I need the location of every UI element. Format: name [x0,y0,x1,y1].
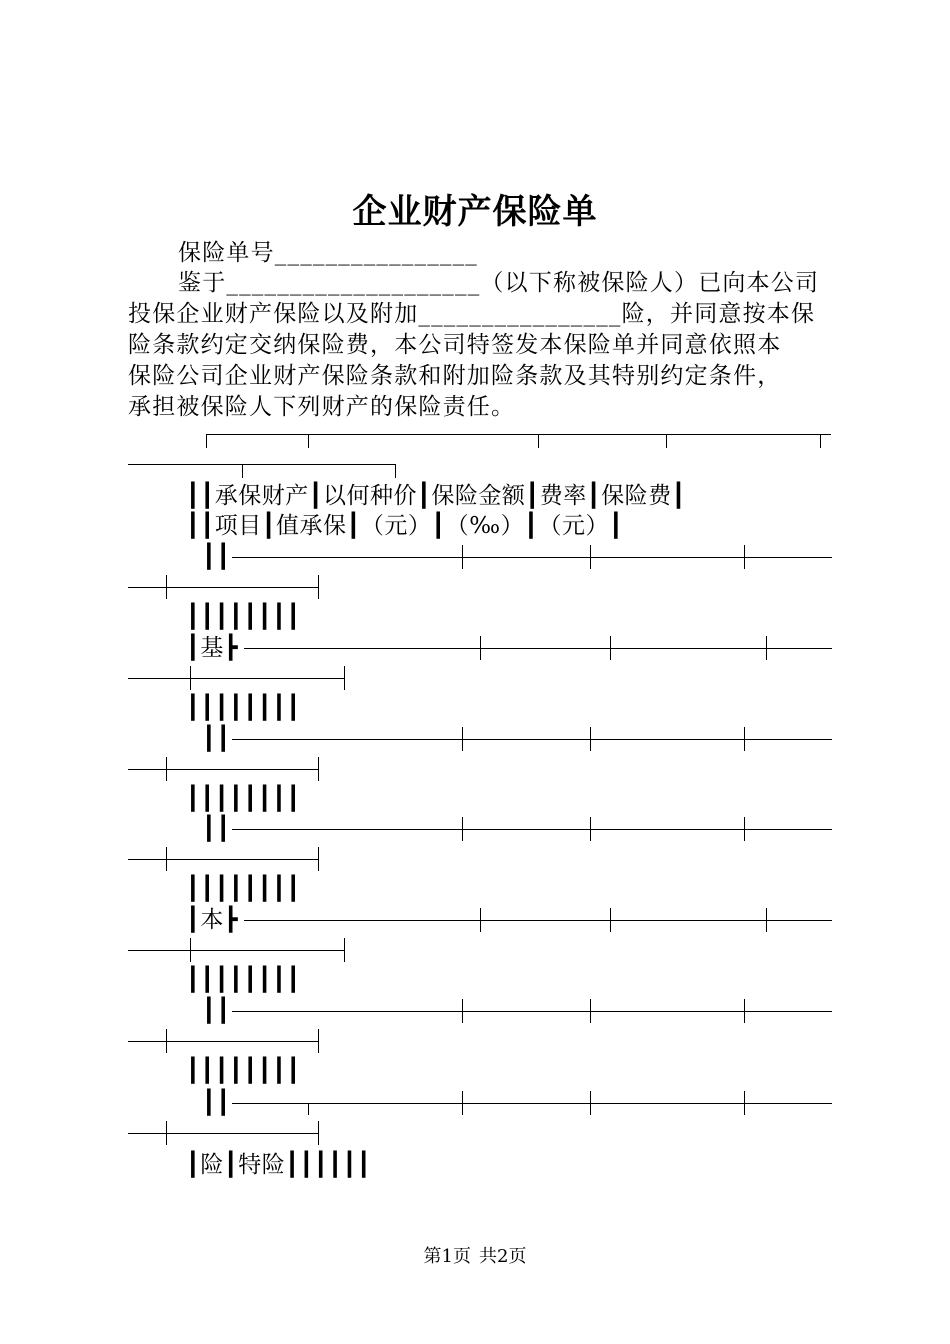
table-row-marker: ┃┃ [202,998,231,1024]
page-number: 第1页 [423,1246,471,1267]
page-total: 共2页 [479,1246,527,1267]
table-row-empty: ┃┃┃┃┃┃┃┃ [186,967,301,993]
table-row-empty: ┃┃┃┃┃┃┃┃ [186,876,301,902]
intro-line-5: 承担被保险人下列财产的保险责任。 [128,394,516,420]
intro-line-2: 投保企业财产保险以及附加________________险，并同意按本保 [128,301,816,327]
table-header-row-1: ┃┃承保财产┃以何种价┃保险金额┃费率┃保险费┃ [186,483,686,509]
intro-line-4: 保险公司企业财产保险条款和附加险条款及其特别约定条件， [128,363,782,389]
table-row-ben: ┃本┣ [186,907,239,933]
table-row-ji: ┃基┣ [186,635,239,661]
table-row-last: ┃险┃特险┃┃┃┃┃┃ [186,1152,372,1178]
table-header-row-2: ┃┃项目┃值承保┃（元）┃（‰）┃（元）┃ [186,513,624,539]
table-row-marker: ┃┃ [202,544,231,570]
intro-line-1: 鉴于____________________（以下称被保险人）已向本公司 [178,270,820,296]
table-row-marker: ┃┃ [202,816,231,842]
table-row-empty: ┃┃┃┃┃┃┃┃ [186,604,301,630]
intro-line-3: 险条款约定交纳保险费，本公司特签发本保险单并同意依照本 [128,332,782,358]
table-row-empty: ┃┃┃┃┃┃┃┃ [186,1058,301,1084]
table-row-empty: ┃┃┃┃┃┃┃┃ [186,695,301,721]
page-footer [0,1242,950,1268]
policy-number-line: 保险单号________________ [178,240,478,266]
table-row-marker: ┃┃ [202,1090,231,1116]
table-row-empty: ┃┃┃┃┃┃┃┃ [186,786,301,812]
table-row-marker: ┃┃ [202,726,231,752]
document-title: 企业财产保险单 [352,192,598,232]
